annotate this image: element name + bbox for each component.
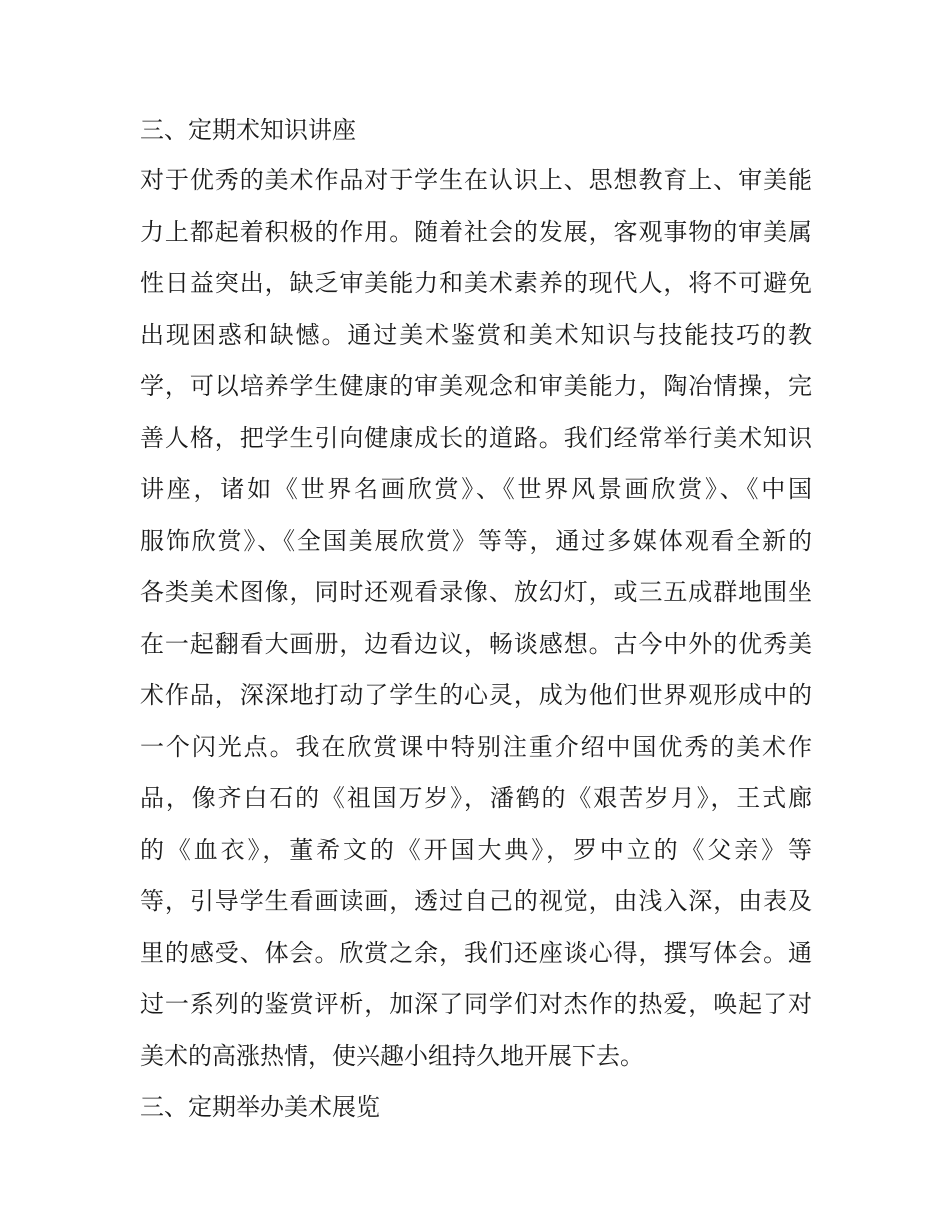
paragraph-line: 一个闪光点。我在欣赏课中特别注重介绍中国优秀的美术作 — [140, 732, 812, 761]
paragraph-line: 等，引导学生看画读画，透过自己的视觉，由浅入深，由表及 — [140, 887, 812, 915]
paragraph-line: 服饰欣赏》、《全国美展欣赏》等等，通过多媒体观看全新的 — [140, 526, 812, 555]
paragraph-line: 性日益突出，缺乏审美能力和美术素养的现代人，将不可避免 — [140, 269, 812, 297]
paragraph-line: 善人格，把学生引向健康成长的道路。我们经常举行美术知识 — [140, 423, 812, 452]
paragraph-line: 出现困惑和缺憾。通过美术鉴赏和美术知识与技能技巧的教 — [140, 320, 812, 349]
paragraph-line: 讲座，诸如《世界名画欣赏》、《世界风景画欣赏》、《中国 — [140, 475, 812, 503]
paragraph-line: 品，像齐白石的《祖国万岁》，潘鹤的《艰苦岁月》，王式廊 — [140, 784, 812, 812]
paragraph-line: 学，可以培养学生健康的审美观念和审美能力，陶冶情操，完 — [140, 372, 812, 400]
paragraph-line: 力上都起着积极的作用。随着社会的发展，客观事物的审美属 — [140, 217, 812, 246]
section-heading-exhibitions: 三、定期举办美术展览 — [140, 1093, 380, 1121]
body-paragraph — [140, 155, 812, 1082]
document-page — [140, 105, 812, 1132]
paragraph-line: 术作品，深深地打动了学生的心灵，成为他们世界观形成中的 — [140, 681, 812, 709]
paragraph-line: 美术的高涨热情，使兴趣小组持久地开展下去。 — [140, 1041, 644, 1070]
paragraph-line: 的《血衣》，董希文的《开国大典》，罗中立的《父亲》等 — [140, 835, 812, 864]
paragraph-line: 对于优秀的美术作品对于学生在认识上、思想教育上、审美能 — [140, 166, 812, 194]
section-heading-lectures: 三、定期术知识讲座 — [140, 116, 356, 144]
paragraph-line: 过一系列的鉴赏评析，加深了同学们对杰作的热爱，唤起了对 — [140, 990, 812, 1018]
paragraph-line: 里的感受、体会。欣赏之余，我们还座谈心得，撰写体会。通 — [140, 938, 812, 967]
paragraph-line: 在一起翻看大画册，边看边议，畅谈感想。古今中外的优秀美 — [140, 629, 812, 658]
paragraph-line: 各类美术图像，同时还观看录像、放幻灯，或三五成群地围坐 — [140, 578, 812, 606]
